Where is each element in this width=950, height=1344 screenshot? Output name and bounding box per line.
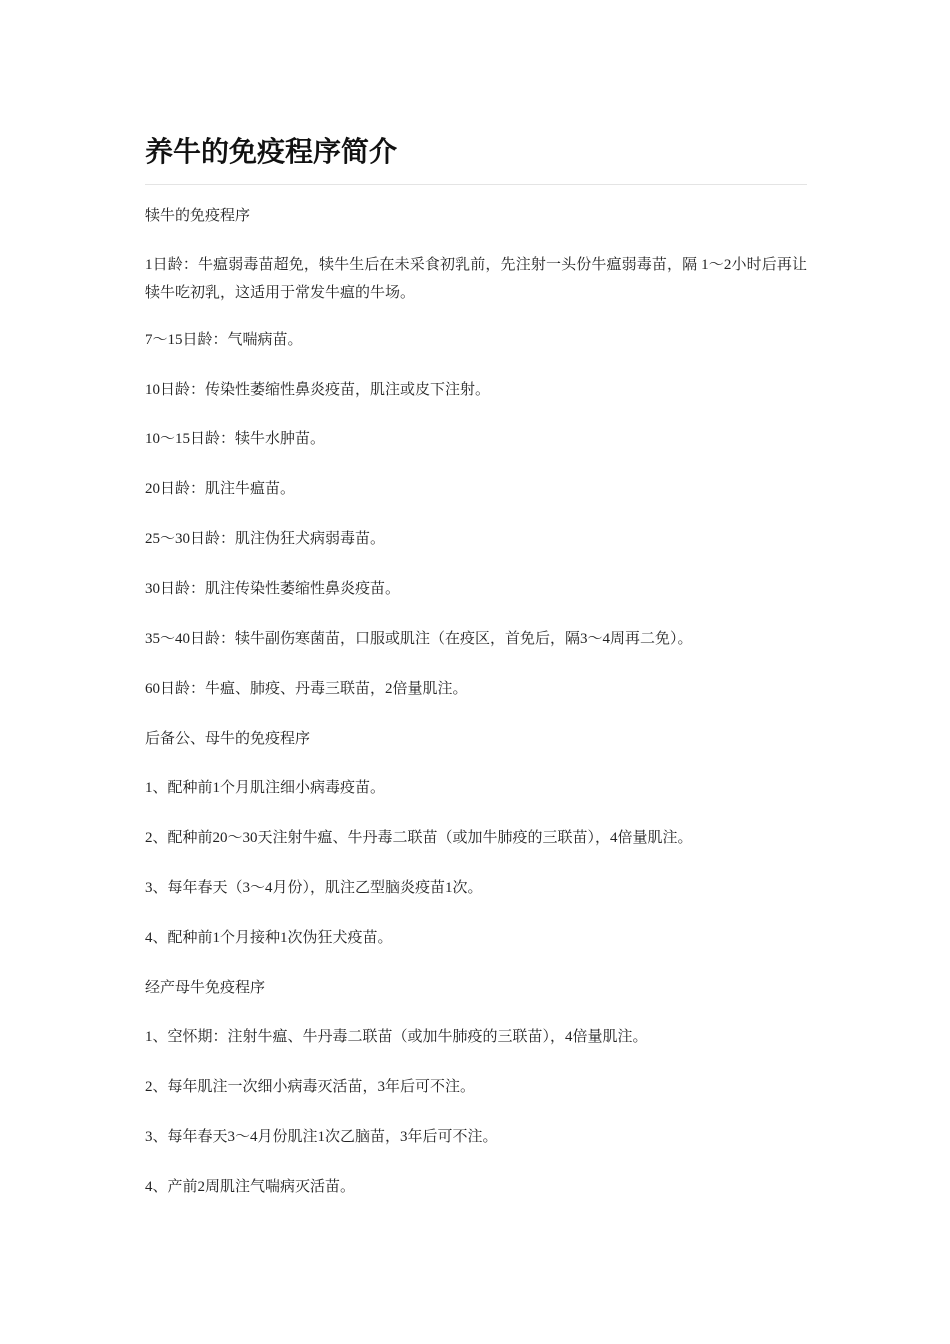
paragraph: 10日龄：传染性萎缩性鼻炎疫苗，肌注或皮下注射。 <box>145 382 491 398</box>
paragraph: 3、每年春天（3～4月份），肌注乙型脑炎疫苗1次。 <box>145 880 483 896</box>
paragraph: 2、每年肌注一次细小病毒灭活苗，3年后可不注。 <box>145 1079 476 1095</box>
paragraph: 35～40日龄：犊牛副伤寒菌苗，口服或肌注（在疫区，首免后，隔3～4周再二免）。 <box>145 631 693 647</box>
page-title: 养牛的免疫程序简介 <box>145 135 398 168</box>
section-heading-reserve: 后备公、母牛的免疫程序 <box>145 731 311 747</box>
title-divider <box>145 184 807 185</box>
paragraph: 7～15日龄：气喘病苗。 <box>145 332 303 348</box>
paragraph: 20日龄：肌注牛瘟苗。 <box>145 481 296 497</box>
section-heading-parous: 经产母牛免疫程序 <box>145 980 266 996</box>
paragraph: 10～15日龄：犊牛水肿苗。 <box>145 431 326 447</box>
paragraph: 1、配种前1个月肌注细小病毒疫苗。 <box>145 780 386 796</box>
paragraph: 25～30日龄：肌注伪狂犬病弱毒苗。 <box>145 531 386 547</box>
paragraph: 1、空怀期：注射牛瘟、牛丹毒二联苗（或加牛肺疫的三联苗），4倍量肌注。 <box>145 1029 648 1045</box>
paragraph: 60日龄：牛瘟、肺疫、丹毒三联苗，2倍量肌注。 <box>145 681 468 697</box>
paragraph: 1日龄：牛瘟弱毒苗超免，犊牛生后在未采食初乳前，先注射一头份牛瘟弱毒苗，隔 1～2小时后再让犊牛吃初乳，这适用于常发牛瘟的牛场。 <box>145 257 807 301</box>
paragraph: 4、配种前1个月接种1次伪狂犬疫苗。 <box>145 930 393 946</box>
paragraph: 3、每年春天3～4月份肌注1次乙脑苗，3年后可不注。 <box>145 1129 498 1145</box>
paragraph: 2、配种前20～30天注射牛瘟、牛丹毒二联苗（或加牛肺疫的三联苗），4倍量肌注。 <box>145 830 693 846</box>
section-heading-calf: 犊牛的免疫程序 <box>145 208 251 224</box>
paragraph: 30日龄：肌注传染性萎缩性鼻炎疫苗。 <box>145 581 401 597</box>
paragraph: 4、产前2周肌注气喘病灭活苗。 <box>145 1179 356 1195</box>
